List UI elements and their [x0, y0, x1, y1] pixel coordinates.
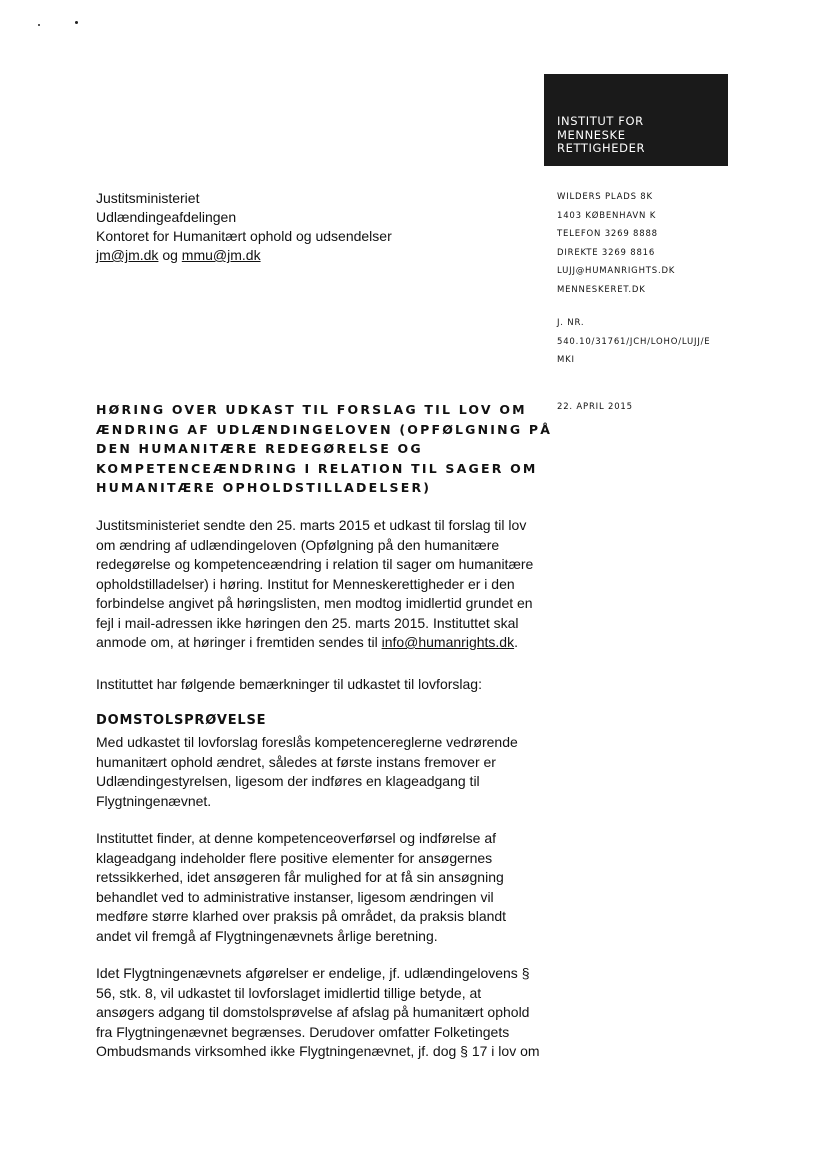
recipient-line: Udlændingeafdelingen — [96, 209, 237, 225]
paragraph-section — [96, 733, 556, 811]
paragraph-line: Ombudsmands virksomhed ikke Flygtningenævnet, jf. dog § 17 i lov om — [96, 1043, 540, 1059]
contact-website[interactable]: MENNESKERET.DK — [557, 284, 646, 295]
contact-line: DIREKTE 3269 8816 — [557, 247, 656, 258]
journal-line: J. NR. — [557, 318, 585, 328]
logo-line: RETTIGHEDER — [557, 141, 646, 155]
email-link[interactable]: info@humanrights.dk — [381, 634, 515, 650]
scan-speck — [75, 21, 78, 24]
line-text: . — [514, 634, 518, 650]
sender-contact — [557, 188, 675, 300]
paragraph-assessment — [96, 829, 556, 946]
logo-line: MENNESKE — [557, 127, 626, 142]
paragraph-line: Instituttet finder, at denne kompetenceoverførsel og indførelse af — [96, 830, 496, 846]
paragraph-line — [96, 633, 556, 653]
paragraph-line: Instituttet har følgende bemærkninger til udkastet til lovforslag: — [96, 676, 482, 692]
paragraph-line: fra Flygtningenævnet begrænses. Derudover omfatter Folketingets — [96, 1023, 510, 1040]
paragraph-court-review — [96, 964, 556, 1062]
email-link[interactable]: jm@jm.dk — [96, 247, 159, 263]
paragraph-line: Med udkastet til lovforslag foreslås kompetencereglerne vedrørende — [96, 734, 518, 750]
paragraph-line: ansøgers adgang til domstolsprøvelse af afslag på humanitært ophold — [96, 1004, 530, 1020]
paragraph-remarks-intro — [96, 675, 556, 695]
title-line: KOMPETENCEÆNDRING I RELATION TIL SAGER OM — [96, 460, 538, 476]
paragraph-line: Flygtningenævnet. — [96, 792, 212, 809]
paragraph-line: Udlændingestyrelsen, ligesom der indføres en klageadgang til — [96, 773, 480, 789]
letter-date: 22. APRIL 2015 — [557, 402, 633, 412]
email-joiner: og — [158, 247, 182, 263]
contact-line: TELEFON 3269 8888 — [557, 229, 658, 240]
line-text: anmode om, at høringer i fremtiden sendes til — [96, 634, 382, 650]
paragraph-line: humanitært ophold ændret, således at første instans fremover er — [96, 753, 496, 770]
paragraph-line: retssikkerhed, idet ansøgeren får mulighed for at få sin ansøgning — [96, 869, 504, 885]
paragraph-line: opholdstilladelser) i høring. Institut for Menneskerettigheder er i den — [96, 575, 515, 592]
journal-line: 540.10/31761/JCH/LOHO/LUJJ/E — [557, 336, 711, 347]
paragraph-line: 56, stk. 8, vil udkastet til lovforslaget imidlertid tillige betyde, at — [96, 984, 482, 1001]
contact-email[interactable]: LUJJ@HUMANRIGHTS.DK — [557, 266, 676, 277]
title-line: HUMANITÆRE OPHOLDSTILLADELSER) — [96, 480, 432, 495]
title-line: DEN HUMANITÆRE REDEGØRELSE OG — [96, 441, 423, 456]
institute-logo — [544, 74, 728, 166]
title-line: ÆNDRING AF UDLÆNDINGELOVEN (OPFØLGNING PÅ — [96, 421, 553, 437]
email-link[interactable]: mmu@jm.dk — [181, 247, 261, 263]
paragraph-line: andet vil fremgå af Flygtningenævnets årlige beretning. — [96, 927, 438, 944]
paragraph-line: fejl i mail-adressen ikke høringen den 25. marts 2015. Instituttet skal — [96, 614, 519, 631]
section-heading: DOMSTOLSPRØVELSE — [96, 713, 267, 728]
recipient-address — [96, 189, 392, 265]
paragraph-line: forbindelse angivet på høringslisten, men modtog imidlertid grundet en — [96, 595, 533, 611]
document-title — [96, 400, 553, 498]
logo-line: INSTITUT FOR — [557, 114, 644, 128]
recipient-emails — [96, 246, 392, 265]
paragraph-line: Justitsministeriet sendte den 25. marts 2015 et udkast til forslag til lov — [96, 517, 527, 533]
contact-line: 1403 KØBENHAVN K — [557, 210, 657, 221]
paragraph-line: klageadgang indeholder flere positive elementer for ansøgernes — [96, 849, 493, 866]
paragraph-line: Idet Flygtningenævnets afgørelser er endelige, jf. udlændingelovens § — [96, 965, 530, 981]
recipient-line: Justitsministeriet — [96, 190, 200, 206]
recipient-line: Kontoret for Humanitært ophold og udsendelser — [96, 228, 392, 244]
contact-line: WILDERS PLADS 8K — [557, 192, 653, 202]
title-line: HØRING OVER UDKAST TIL FORSLAG TIL LOV OM — [96, 402, 527, 417]
paragraph-line: medføre større klarhed over praksis på området, da praksis blandt — [96, 908, 507, 924]
paragraph-line: om ændring af udlændingeloven (Opfølgning på den humanitære — [96, 536, 500, 553]
journal-number — [557, 314, 710, 370]
journal-line: MKI — [557, 355, 575, 366]
paragraph-line: redegørelse og kompetenceændring i relation til sager om humanitære — [96, 556, 534, 572]
scan-speck — [38, 24, 40, 26]
paragraph-line: behandlet ved to administrative instanser, ligesom ændringen vil — [96, 888, 494, 905]
paragraph-intro — [96, 516, 556, 653]
